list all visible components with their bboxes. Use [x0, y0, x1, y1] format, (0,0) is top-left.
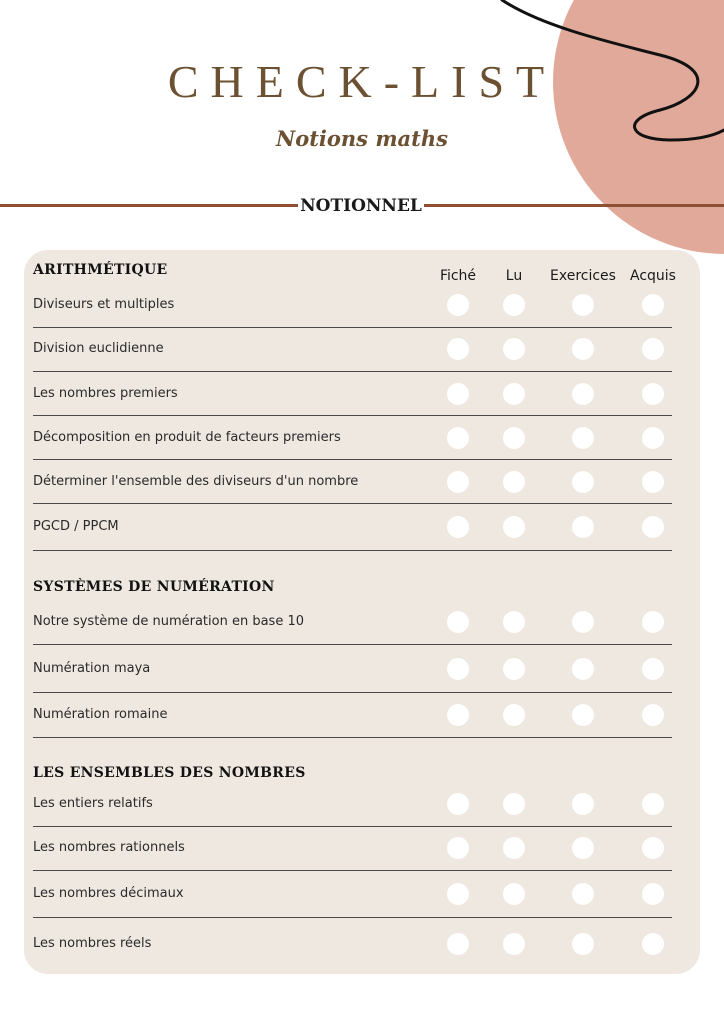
checkbox-fiche[interactable] [447, 471, 469, 493]
column-header-lu: Lu [505, 268, 523, 284]
row-label: Les nombres rationnels [33, 840, 185, 855]
row-label: PGCD / PPCM [33, 519, 119, 534]
row-label: Numération romaine [33, 707, 168, 722]
section-heading-numeration: SYSTÈMES DE NUMÉRATION [33, 579, 275, 595]
checkbox-fiche[interactable] [447, 793, 469, 815]
checkbox-exercices[interactable] [572, 471, 594, 493]
checkbox-fiche[interactable] [447, 837, 469, 859]
checkbox-fiche[interactable] [447, 383, 469, 405]
checkbox-fiche[interactable] [447, 427, 469, 449]
row-label: Les entiers relatifs [33, 796, 153, 811]
row-label: Diviseurs et multiples [33, 297, 175, 312]
checkbox-acquis[interactable] [642, 883, 664, 905]
checkbox-exercices[interactable] [572, 837, 594, 859]
checkbox-acquis[interactable] [642, 793, 664, 815]
row-divider [33, 327, 672, 328]
row-label: Déterminer l'ensemble des diviseurs d'un nombre [33, 474, 359, 489]
row-label: Les nombres premiers [33, 386, 178, 401]
checkbox-fiche[interactable] [447, 611, 469, 633]
row-label: Numération maya [33, 661, 151, 676]
checkbox-lu[interactable] [503, 704, 525, 726]
checkbox-acquis[interactable] [642, 837, 664, 859]
checkbox-lu[interactable] [503, 383, 525, 405]
row-label: Décomposition en produit de facteurs premiers [33, 430, 341, 445]
row-label: Notre système de numération en base 10 [33, 614, 304, 629]
checkbox-exercices[interactable] [572, 883, 594, 905]
checkbox-exercices[interactable] [572, 704, 594, 726]
row-divider [33, 870, 672, 871]
row-divider [33, 459, 672, 460]
checkbox-acquis[interactable] [642, 471, 664, 493]
row-divider [33, 415, 672, 416]
checkbox-lu[interactable] [503, 516, 525, 538]
checkbox-lu[interactable] [503, 427, 525, 449]
row-divider [33, 826, 672, 827]
checkbox-exercices[interactable] [572, 658, 594, 680]
row-label: Division euclidienne [33, 341, 164, 356]
column-header-fiche: Fiché [439, 268, 477, 284]
checkbox-lu[interactable] [503, 471, 525, 493]
checkbox-exercices[interactable] [572, 516, 594, 538]
row-label: Les nombres réels [33, 936, 152, 951]
checklist-panel [24, 250, 700, 974]
divider-left [0, 204, 298, 207]
section-banner: NOTIONNEL [300, 196, 422, 216]
checkbox-lu[interactable] [503, 837, 525, 859]
column-header-exercices: Exercices [550, 268, 616, 284]
page-subtitle: Notions maths [276, 126, 448, 151]
checkbox-lu[interactable] [503, 658, 525, 680]
checkbox-exercices[interactable] [572, 294, 594, 316]
section-heading-arithmetique: ARITHMÉTIQUE [33, 262, 168, 278]
checkbox-lu[interactable] [503, 793, 525, 815]
checkbox-fiche[interactable] [447, 338, 469, 360]
checkbox-acquis[interactable] [642, 658, 664, 680]
section-heading-ensembles: LES ENSEMBLES DES NOMBRES [33, 765, 306, 781]
row-divider [33, 737, 672, 738]
checkbox-lu[interactable] [503, 883, 525, 905]
checkbox-fiche[interactable] [447, 933, 469, 955]
row-divider [33, 917, 672, 918]
checkbox-exercices[interactable] [572, 793, 594, 815]
checkbox-lu[interactable] [503, 611, 525, 633]
column-header-acquis: Acquis [630, 268, 676, 284]
row-divider [33, 503, 672, 504]
checkbox-fiche[interactable] [447, 704, 469, 726]
row-divider [33, 692, 672, 693]
checkbox-fiche[interactable] [447, 516, 469, 538]
divider-right [424, 204, 724, 207]
checkbox-lu[interactable] [503, 338, 525, 360]
checkbox-lu[interactable] [503, 294, 525, 316]
checkbox-acquis[interactable] [642, 611, 664, 633]
page-title: CHECK-LIST [167, 56, 557, 107]
checkbox-exercices[interactable] [572, 383, 594, 405]
checkbox-exercices[interactable] [572, 933, 594, 955]
checkbox-exercices[interactable] [572, 427, 594, 449]
row-label: Les nombres décimaux [33, 886, 184, 901]
checkbox-acquis[interactable] [642, 294, 664, 316]
checkbox-acquis[interactable] [642, 427, 664, 449]
row-divider [33, 644, 672, 645]
checkbox-fiche[interactable] [447, 294, 469, 316]
checkbox-acquis[interactable] [642, 383, 664, 405]
checkbox-acquis[interactable] [642, 704, 664, 726]
checkbox-acquis[interactable] [642, 933, 664, 955]
row-divider [33, 550, 672, 551]
checkbox-fiche[interactable] [447, 658, 469, 680]
checkbox-exercices[interactable] [572, 611, 594, 633]
row-divider [33, 371, 672, 372]
checkbox-lu[interactable] [503, 933, 525, 955]
checkbox-fiche[interactable] [447, 883, 469, 905]
checkbox-acquis[interactable] [642, 338, 664, 360]
checkbox-acquis[interactable] [642, 516, 664, 538]
checkbox-exercices[interactable] [572, 338, 594, 360]
